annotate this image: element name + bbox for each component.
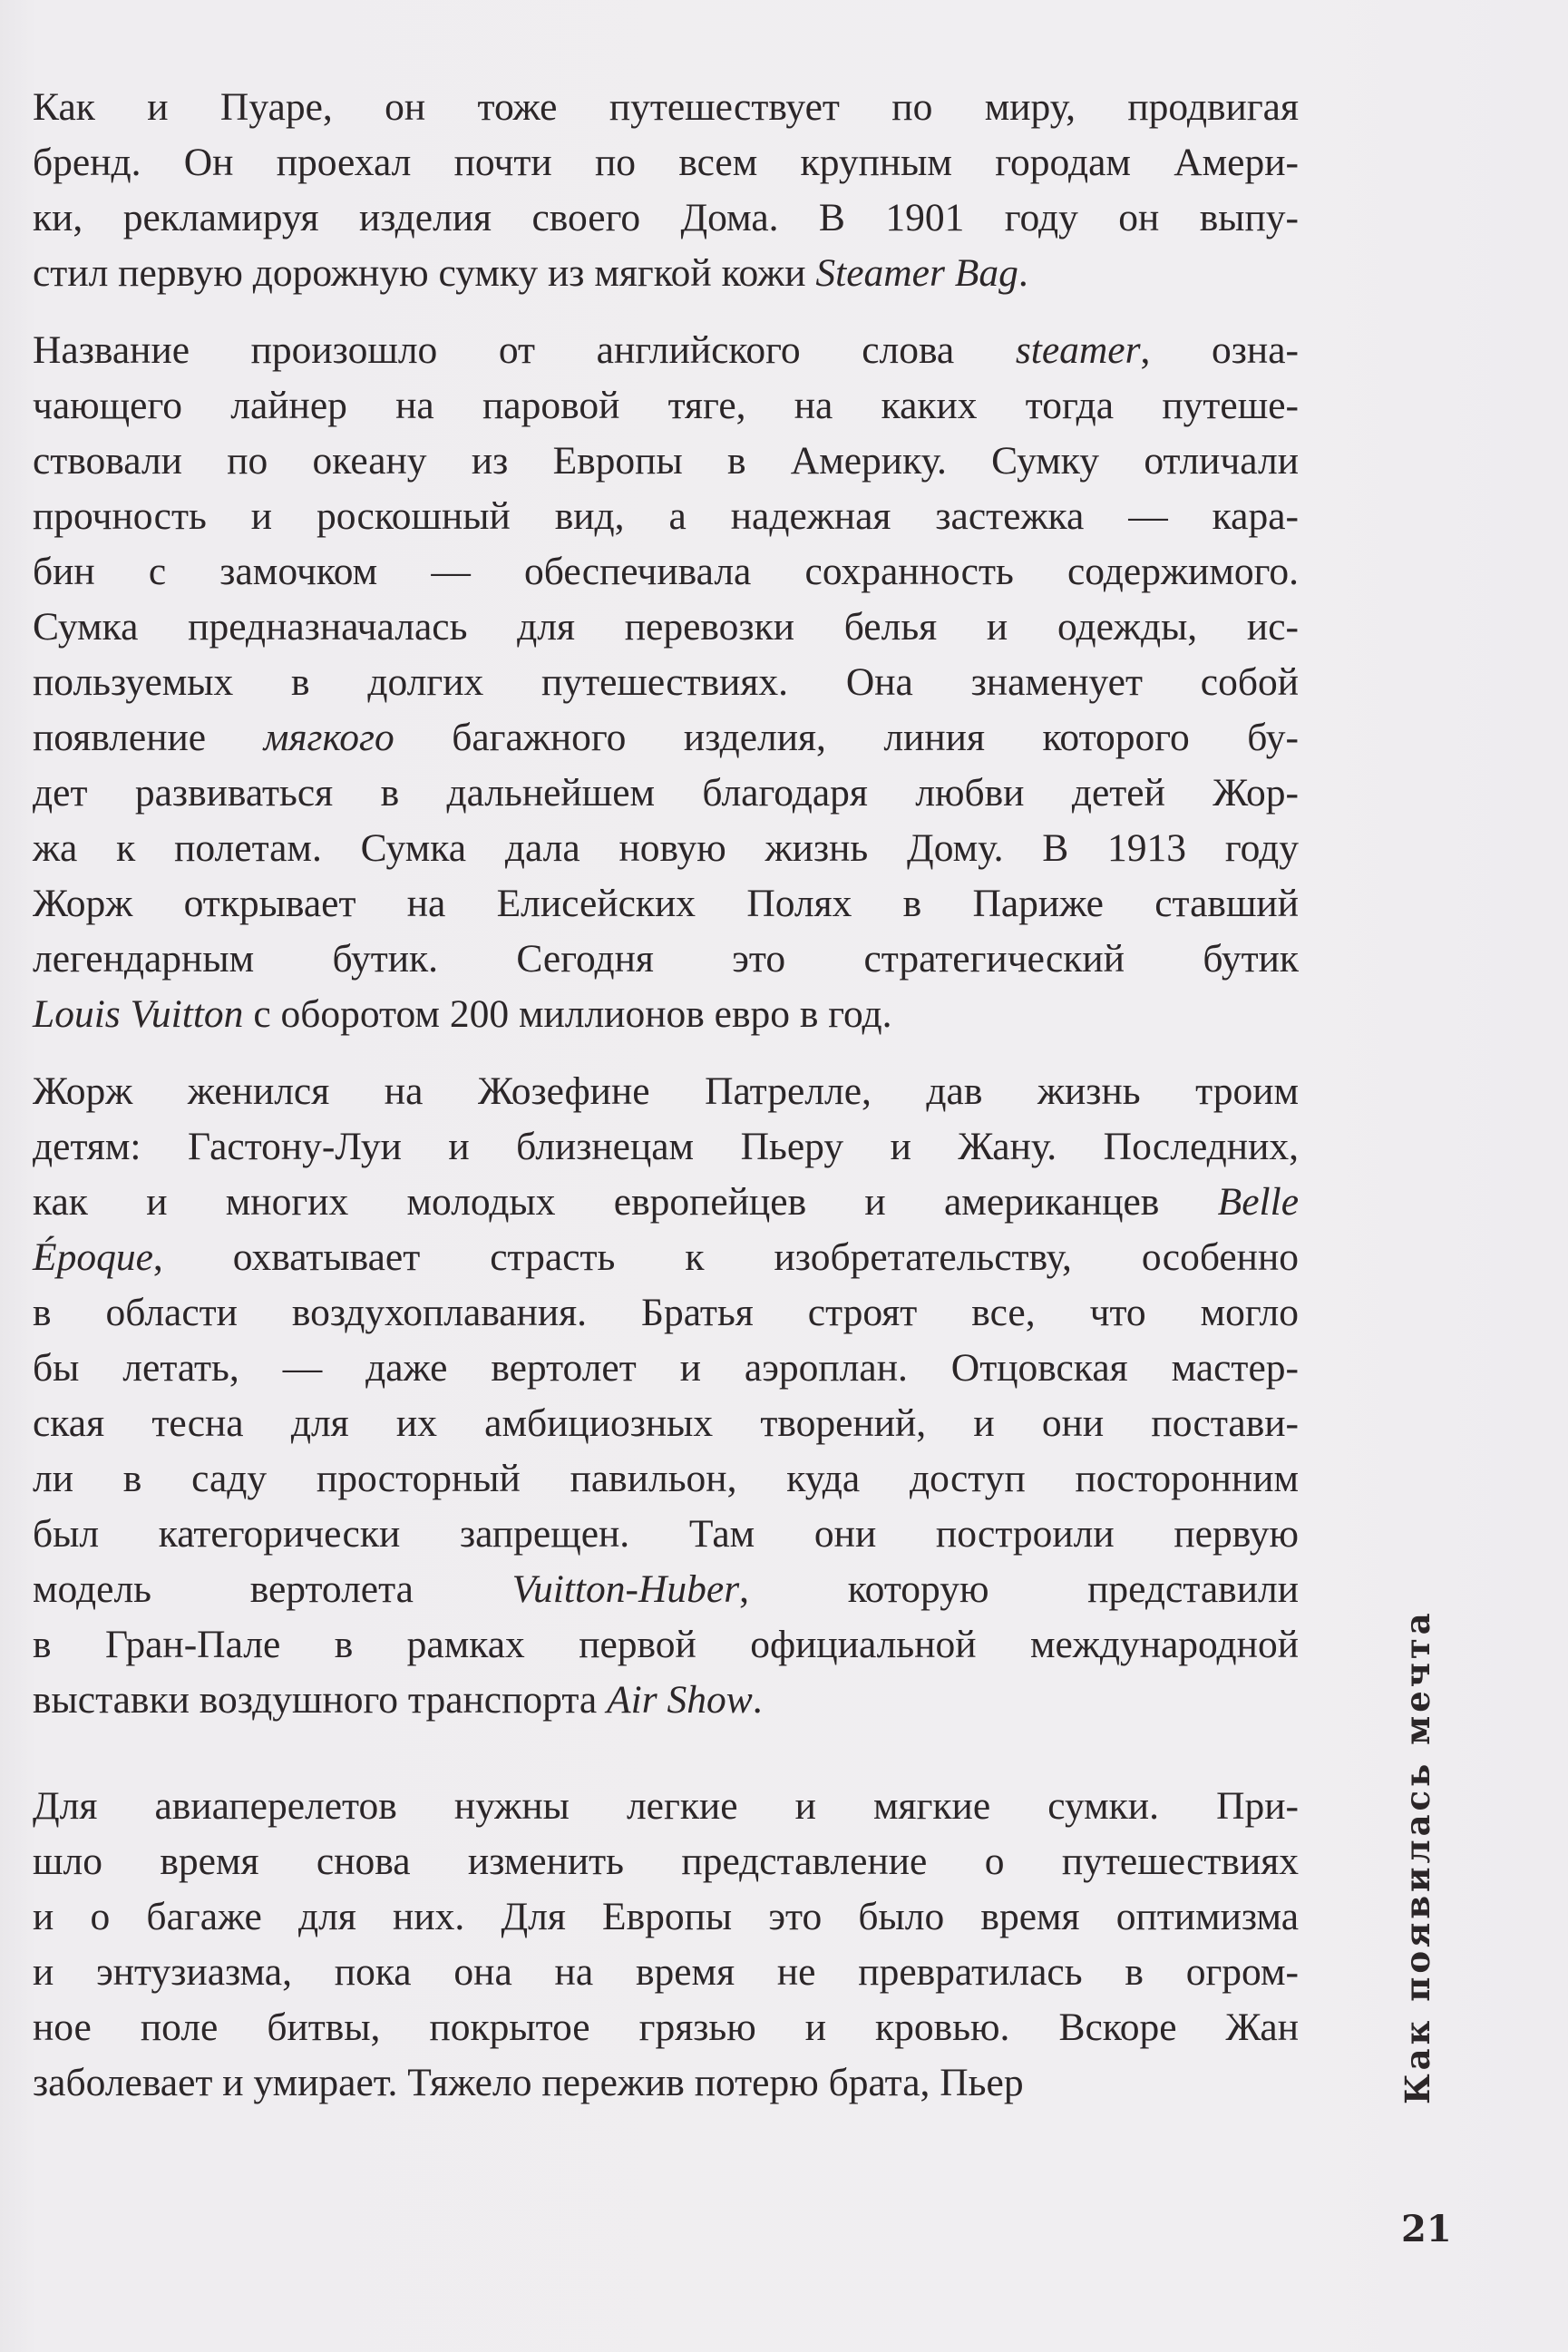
text-line: Название произошло от английского слова steamer, озна-: [33, 328, 1300, 372]
italic-term: Belle: [1217, 1180, 1299, 1224]
text-line: и о багаже для них. Для Европы это было время оптимизма: [33, 1895, 1299, 1938]
text-line: бренд. Он проехал почти по всем крупным городам Амери-: [33, 141, 1299, 184]
italic-term: Vuitton-Huber: [511, 1567, 740, 1611]
italic-term: Louis Vuitton: [33, 992, 244, 1036]
text-line: стил первую дорожную сумку из мягкой кожи Steamer Bag.: [33, 251, 1028, 295]
text-line: в Гран-Пале в рамках первой официальной международной: [33, 1623, 1299, 1666]
italic-term: Steamer Bag: [815, 251, 1018, 295]
paragraph-3: [33, 1064, 1299, 1728]
text-line: был категорически запрещен. Там они построили первую: [33, 1512, 1299, 1556]
text-line: выставки воздушного транспорта Air Show.: [33, 1678, 763, 1722]
text-line: Как и Пуаре, он тоже путешествует по миру, продвигая: [33, 85, 1299, 129]
text-line: появление мягкого багажного изделия, линия которого бу-: [33, 716, 1299, 759]
text-line: бин с замочком — обеспечивала сохранность содержимого.: [33, 550, 1299, 593]
text-line: ное поле битвы, покрытое грязью и кровью. Вскоре Жан: [33, 2006, 1299, 2049]
text-line: как и многих молодых европейцев и американцев Belle: [33, 1180, 1299, 1224]
text-line: и энтузиазма, пока она на время не превратилась в огром-: [33, 1950, 1299, 1994]
paragraph-2: [33, 323, 1299, 1042]
paragraph-1: [33, 80, 1299, 301]
text-line: ская тесна для их амбициозных творений, и они постави-: [33, 1401, 1299, 1445]
paragraph-4: [33, 1779, 1299, 2111]
italic-term: Air Show: [607, 1678, 753, 1722]
text-line: шло время снова изменить представление о путешествиях: [33, 1840, 1299, 1883]
text-line: легендарным бутик. Сегодня это стратегический бутик: [33, 937, 1299, 981]
text-line: ствовали по океану из Европы в Америку. Сумку отличали: [33, 439, 1299, 483]
text-line: Louis Vuitton с оборотом 200 миллионов евро в год.: [33, 992, 892, 1036]
italic-term: Époque: [33, 1235, 153, 1279]
text-line: прочность и роскошный вид, а надежная застежка — кара-: [33, 494, 1299, 538]
text-line: бы летать, — даже вертолет и аэроплан. Отцовская мастер-: [33, 1346, 1299, 1390]
text-line: Жорж женился на Жозефине Патрелле, дав жизнь троим: [33, 1069, 1299, 1113]
body-text: [33, 80, 1299, 2111]
running-head-chapter-title: Как появилась мечта: [1398, 1609, 1437, 2104]
text-line: в области воздухоплавания. Братья строят все, что могло: [33, 1291, 1299, 1334]
page-number: 21: [1401, 2208, 1452, 2250]
italic-term: steamer: [1015, 328, 1141, 372]
text-line: Сумка предназначалась для перевозки белья и одежды, ис-: [33, 605, 1299, 649]
text-line: дет развиваться в дальнейшем благодаря любви детей Жор-: [33, 771, 1299, 815]
text-line: пользуемых в долгих путешествиях. Она знаменует собой: [33, 660, 1299, 704]
text-line: чающего лайнер на паровой тяге, на каких тогда путеше-: [33, 384, 1299, 427]
text-line: заболевает и умирает. Тяжело пережив потерю брата, Пьер: [33, 2061, 1024, 2104]
text-line: детям: Гастону-Луи и близнецам Пьеру и Жану. Последних,: [33, 1125, 1299, 1168]
text-line: модель вертолета Vuitton-Huber, которую представили: [33, 1567, 1299, 1611]
text-line: жа к полетам. Сумка дала новую жизнь Дому. В 1913 году: [33, 826, 1299, 870]
text-line: Époque, охватывает страсть к изобретательству, особенно: [33, 1235, 1299, 1279]
italic-term: мягкого: [263, 716, 394, 759]
text-line: ли в саду просторный павильон, куда доступ посторонним: [33, 1457, 1299, 1500]
text-line: ки, рекламируя изделия своего Дома. В 1901 году он выпу-: [33, 196, 1299, 239]
text-line: Жорж открывает на Елисейских Полях в Париже ставший: [33, 882, 1299, 925]
text-line: Для авиаперелетов нужны легкие и мягкие сумки. При-: [33, 1784, 1299, 1828]
